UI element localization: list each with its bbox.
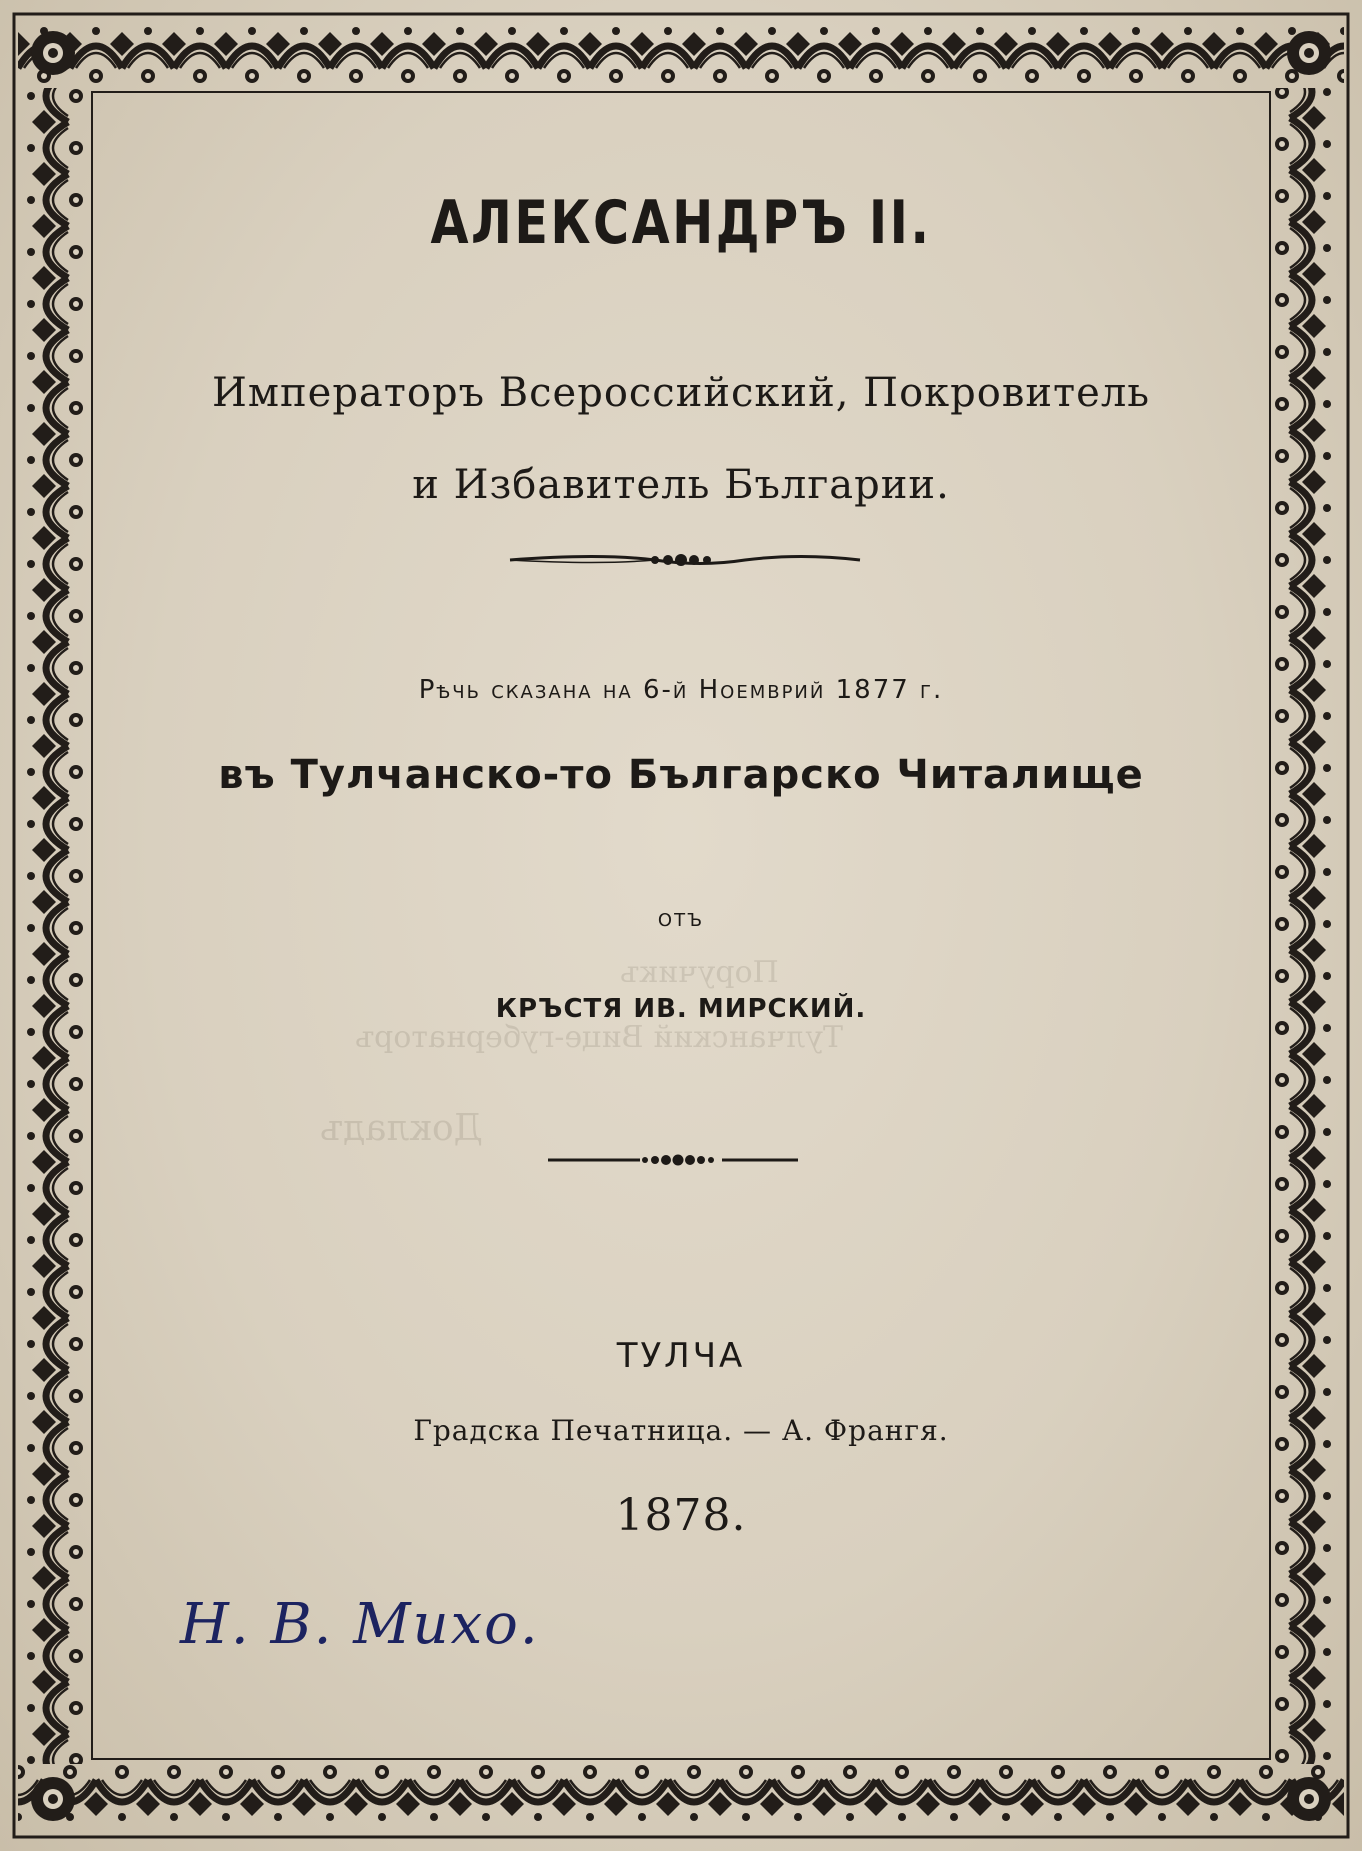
publication-city: ТУЛЧА [616,1336,746,1376]
ornamental-divider [0,545,1362,575]
subtitle-line-1: Императоръ Всероссийский, Покровитель [211,370,1150,416]
printer-line: Градска Печатница. — А. Франгя. [413,1414,949,1447]
show-through-text: Докладъ [320,1108,483,1149]
handwritten-signature: Н. В. Михо. [180,1592,540,1657]
publication-year: 1878. [615,1490,747,1541]
show-through-text: Тулчанский Вице-губернаторъ [355,1020,843,1055]
author-name: КРЪСТЯ ИВ. МИРСКИЙ. [495,994,867,1024]
venue-line: въ Тулчанско-то Българско Читалище [218,752,1144,798]
page-title: АЛЕКСАНДРЪ II. [430,188,932,258]
show-through-text: Поручикъ [620,955,779,990]
subtitle-line-2: и Избавитель Българии. [412,462,950,508]
ornamental-divider [0,1145,1362,1175]
from-line: отъ [657,903,705,933]
speech-line: Рѣчь сказана на 6-й Ноемврий 1877 г. [418,675,944,705]
